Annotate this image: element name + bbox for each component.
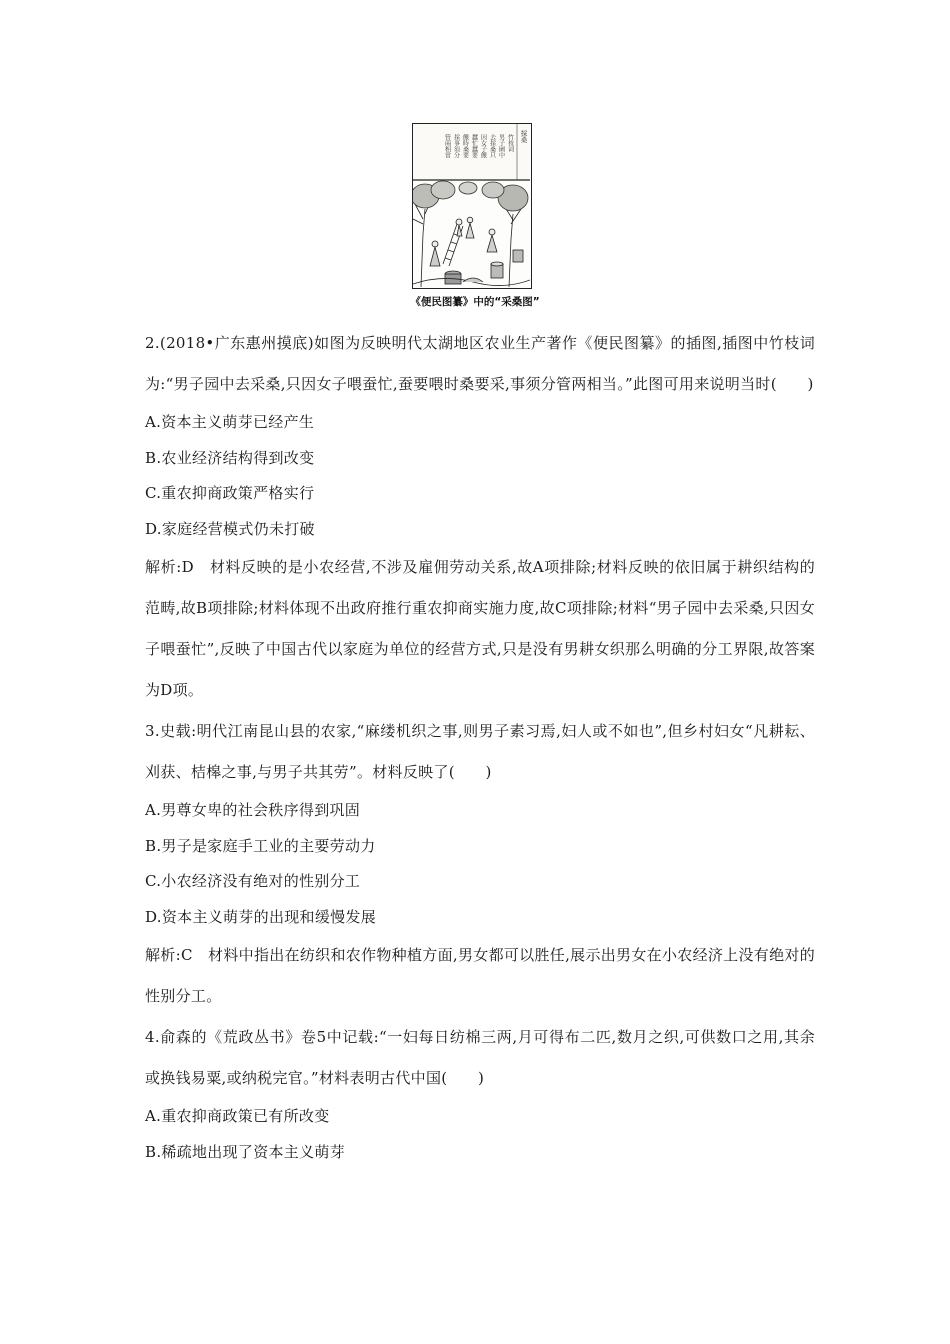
question-2-option-b: B.农业经济结构得到改变: [145, 448, 315, 467]
question-3-option-b: B.男子是家庭手工业的主要劳动力: [145, 836, 376, 855]
question-2-option-c: C.重农抑商政策严格实行: [145, 484, 315, 502]
figure-caption: 《便民图纂》中的“采桑图”: [410, 296, 540, 308]
picking-mulberry-image: [413, 124, 530, 287]
figure-title-text: 採桑: [519, 130, 528, 143]
poem-col: 竹枝词: [506, 134, 514, 152]
woodblock-illustration: [412, 123, 532, 289]
question-3-option-c: C.小农经济没有绝对的性别分工: [145, 872, 361, 890]
scene-drawing: [413, 181, 530, 287]
question-2-stem: 2.(2018•广东惠州摸底)如图为反映明代太湖地区农业生产著作《便民图纂》的插图,插图中竹枝词为:“男子园中去采桑,只因女子喂蚕忙,蚕要喂时桑要采,事须分管两相当。”此图可用来说明当时( ): [145, 334, 815, 393]
question-2-option-d: D.家庭经营模式仍未打破: [145, 519, 315, 538]
poem-col: 男子園中: [497, 134, 505, 158]
poem-col: 去採桑只: [488, 134, 496, 158]
question-3-analysis: 解析:C 材料中指出在纺织和农作物种植方面,男女都可以胜任,展示出男女在小农经济上没有绝对的性别分工。: [145, 946, 815, 1005]
question-3-stem: 3.史载:明代江南昆山县的农家,“麻缕机织之事,则男子素习焉,妇人或不如也”,但乡村妇女“凡耕耘、刈获、桔槔之事,与男子共其劳”。材料反映了( ): [145, 722, 815, 781]
question-2-analysis: 解析:D 材料反映的是小农经营,不涉及雇佣劳动关系,故A项排除;材料反映的依旧属于耕织结构的范畴,故B项排除;材料体现不出政府推行重农抑商实施力度,故C项排除;材料“男子园中去采桑,只因女子喂蚕忙”,反映了中国古代以家庭为单位的经营方式,只是没有男耕女织那么明确的分工界限,故答案为D项。: [145, 558, 815, 699]
poem-col: 餵時桑要: [461, 134, 469, 158]
question-3-option-d: D.资本主义萌芽的出现和缓慢发展: [145, 907, 377, 926]
question-3-option-a: A.男尊女卑的社会秩序得到巩固: [145, 801, 361, 819]
question-4-stem: 4.俞森的《荒政丛书》卷5中记载:“一妇每日纺棉三两,月可得布二匹,数月之织,可供数口之用,其余或换钱易粟,或纳税完官。”材料表明古代中国( ): [145, 1028, 815, 1087]
question-4-option-a: A.重农抑商政策已有所改变: [145, 1107, 330, 1125]
poem-col: 採事須分: [452, 134, 460, 158]
question-4-option-b: B.稀疏地出现了资本主义萌芽: [145, 1142, 345, 1161]
question-2-option-a: A.资本主义萌芽已经产生: [145, 413, 315, 431]
poem-col: 管兩相當: [443, 134, 451, 158]
poem-col: 因女子餵: [479, 134, 487, 158]
poem-col: 蠶忙蠶要: [470, 134, 478, 158]
question-list: [145, 323, 815, 1170]
